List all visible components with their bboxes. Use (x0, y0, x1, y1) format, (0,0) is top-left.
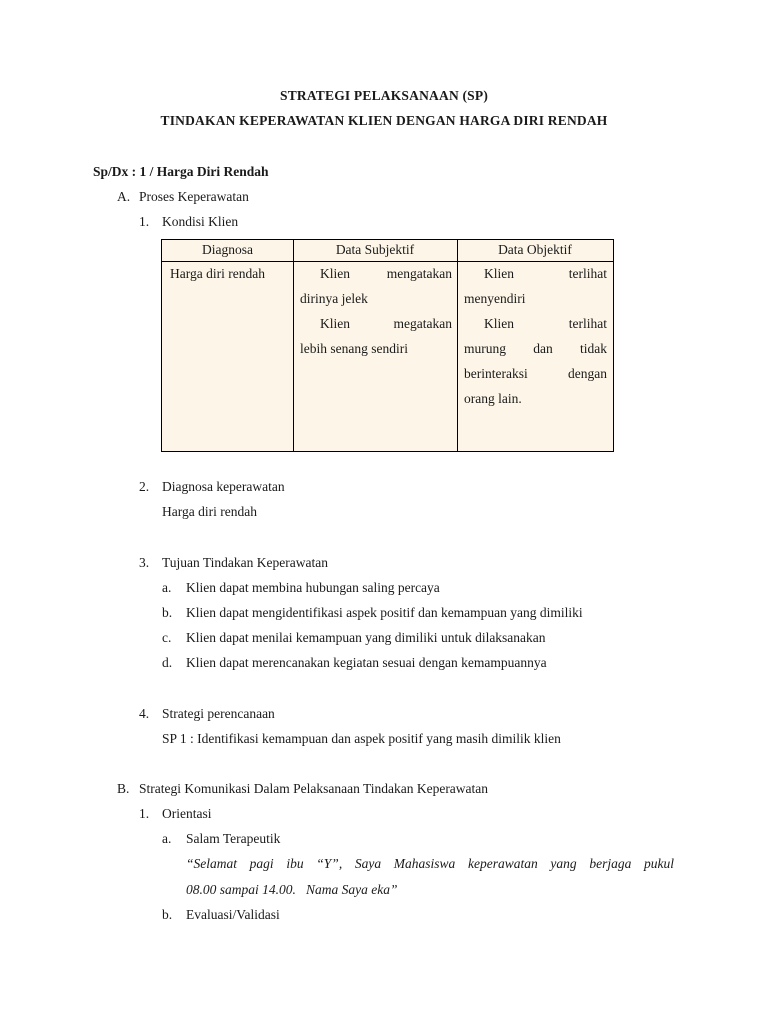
item4-value: SP 1 : Identifikasi kemampuan dan aspek positif yang masih dimilik klien (162, 731, 561, 746)
subjektif-line: dirinya jelek (300, 291, 368, 306)
table-divider (293, 240, 294, 451)
b1-marker: 1. (139, 806, 150, 821)
objektif-line: berinteraksi dengan (464, 366, 607, 381)
goal-text: Klien dapat membina hubungan saling percaya (186, 580, 440, 595)
item2-value: Harga diri rendah (162, 504, 257, 519)
objektif-line: orang lain. (464, 391, 522, 406)
client-condition-table (161, 239, 614, 452)
subjektif-line: Klien mengatakan (320, 266, 452, 281)
b1a-label: Salam Terapeutik (186, 831, 281, 846)
goal-marker: c. (162, 630, 172, 645)
b1a-marker: a. (162, 831, 172, 846)
b1b-marker: b. (162, 907, 173, 922)
item2-label: Diagnosa keperawatan (162, 479, 285, 494)
cell-objektif (464, 261, 607, 411)
item4-marker: 4. (139, 706, 150, 721)
goal-text: Klien dapat mengidentifikasi aspek positif dan kemampuan yang dimiliki (186, 605, 583, 620)
sp-dx-heading: Sp/Dx : 1 / Harga Diri Rendah (93, 164, 269, 179)
section-b-marker: B. (117, 781, 130, 796)
table-divider (457, 240, 458, 451)
item3-marker: 3. (139, 555, 150, 570)
greeting-quote-line1: “Selamat pagi ibu “Y”, Saya Mahasiswa keperawatan yang berjaga pukul (186, 856, 674, 871)
goal-text: Klien dapat merencanakan kegiatan sesuai dengan kemampuannya (186, 655, 547, 670)
objektif-line: Klien terlihat (484, 266, 607, 281)
item1-label: Kondisi Klien (162, 214, 239, 229)
item3-label: Tujuan Tindakan Keperawatan (162, 555, 328, 570)
item4-label: Strategi perencanaan (162, 706, 275, 721)
objektif-line: Klien terlihat (484, 316, 607, 331)
section-a-marker: A. (117, 189, 131, 204)
goal-marker: d. (162, 655, 173, 670)
greeting-quote-line2: 08.00 sampai 14.00. Nama Saya eka” (186, 882, 398, 897)
table-header-subjektif: Data Subjektif (335, 242, 415, 257)
goal-text: Klien dapat menilai kemampuan yang dimiliki untuk dilaksanakan (186, 630, 546, 645)
document-title: STRATEGI PELAKSANAAN (SP) (279, 88, 489, 103)
objektif-line: murung dan tidak (464, 341, 607, 356)
subjektif-line: Klien megatakan (320, 316, 452, 331)
section-b-label: Strategi Komunikasi Dalam Pelaksanaan Tindakan Keperawatan (139, 781, 489, 796)
table-header-diagnosa: Diagnosa (202, 242, 253, 257)
cell-diagnosa (170, 261, 288, 286)
diagnosa-text: Harga diri rendah (170, 266, 265, 281)
item2-marker: 2. (139, 479, 150, 494)
table-header-objektif: Data Objektif (498, 242, 572, 257)
item1-marker: 1. (139, 214, 150, 229)
objektif-line: menyendiri (464, 291, 526, 306)
subjektif-line: lebih senang sendiri (300, 341, 408, 356)
goal-marker: a. (162, 580, 172, 595)
cell-subjektif (300, 261, 452, 361)
b1-label: Orientasi (162, 806, 212, 821)
b1b-label: Evaluasi/Validasi (186, 907, 280, 922)
goal-marker: b. (162, 605, 173, 620)
section-a-label: Proses Keperawatan (139, 189, 249, 204)
document-subtitle: TINDAKAN KEPERAWATAN KLIEN DENGAN HARGA DIRI RENDAH (160, 113, 608, 128)
